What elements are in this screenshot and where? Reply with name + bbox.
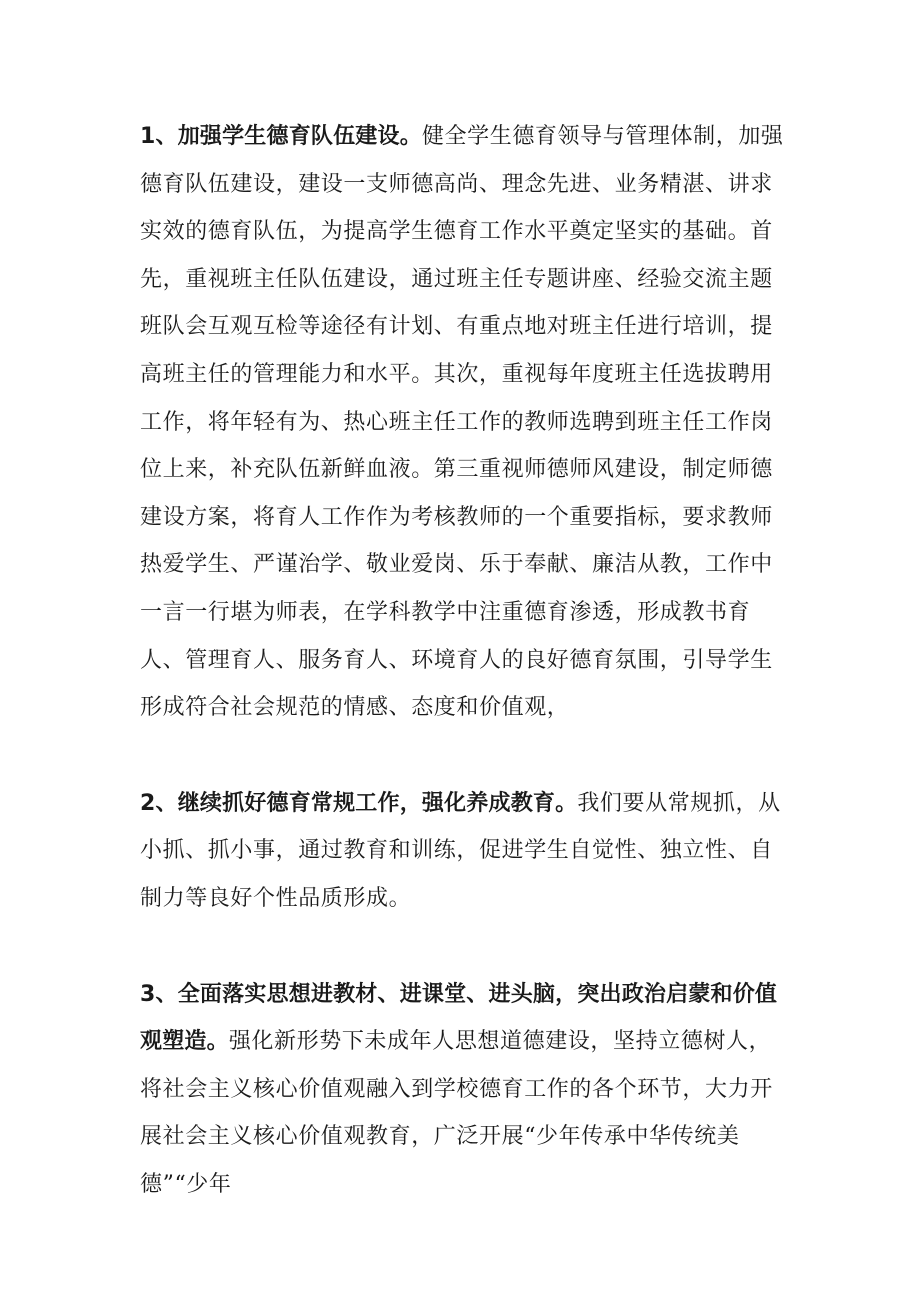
paragraph-1-heading: 1、加强学生德育队伍建设。: [140, 124, 422, 149]
paragraph-2-heading: 2、继续抓好德育常规工作，强化养成教育。: [140, 790, 578, 816]
paragraph-1: [140, 113, 792, 732]
paragraph-2-body: 我们要从常规抓，从小抓、抓小事，通过教育和训练，促进学生自觉性、独立性、自制力等良好个性品质形成。: [140, 790, 781, 911]
paragraph-2: [140, 780, 792, 923]
paragraph-1-body: 健全学生德育领导与管理体制，加强德育队伍建设，建设一支师德高尚、理念先进、业务精湛、讲求实效的德育队伍，为提高学生德育工作水平奠定坚实的基础。首先，重视班主任队伍建设，通过班主任专题讲座、经验交流主题班队会互观互检等途径有计划、有重点地对班主任进行培训，提高班主任的管理能力和水平。其次，重视每年度班主任选拔聘用工作，将年轻有为、热心班主任工作的教师选聘到班主任工作岗位上来，补充队伍新鲜血液。第三重视师德师风建设，制定师德建设方案，将育人工作作为考核教师的一个重要指标，要求教师热爱学生、严谨治学、敬业爱岗、乐于奉献、廉洁从教，工作中一言一行堪为师表，在学科教学中注重德育渗透，形成教书育人、管理育人、服务育人、环境育人的良好德育氛围，引导学生形成符合社会规范的情感、态度和价值观，: [140, 124, 784, 721]
paragraph-3: [140, 971, 792, 1209]
paragraph-3-body: 强化新形势下未成年人思想道德建设，坚持立德树人，将社会主义核心价值观融入到学校德育工作的各个环节，大力开展社会主义核心价值观教育，广泛开展“少年传承中华传统美德”“少年: [140, 1029, 773, 1197]
paragraph-spacer: [140, 732, 792, 780]
paragraph-spacer: [140, 923, 792, 971]
paragraph-3-heading: 3、全面落实思想进教材、进课堂、进头脑，突出政治启蒙和价值观塑造。: [140, 981, 778, 1055]
